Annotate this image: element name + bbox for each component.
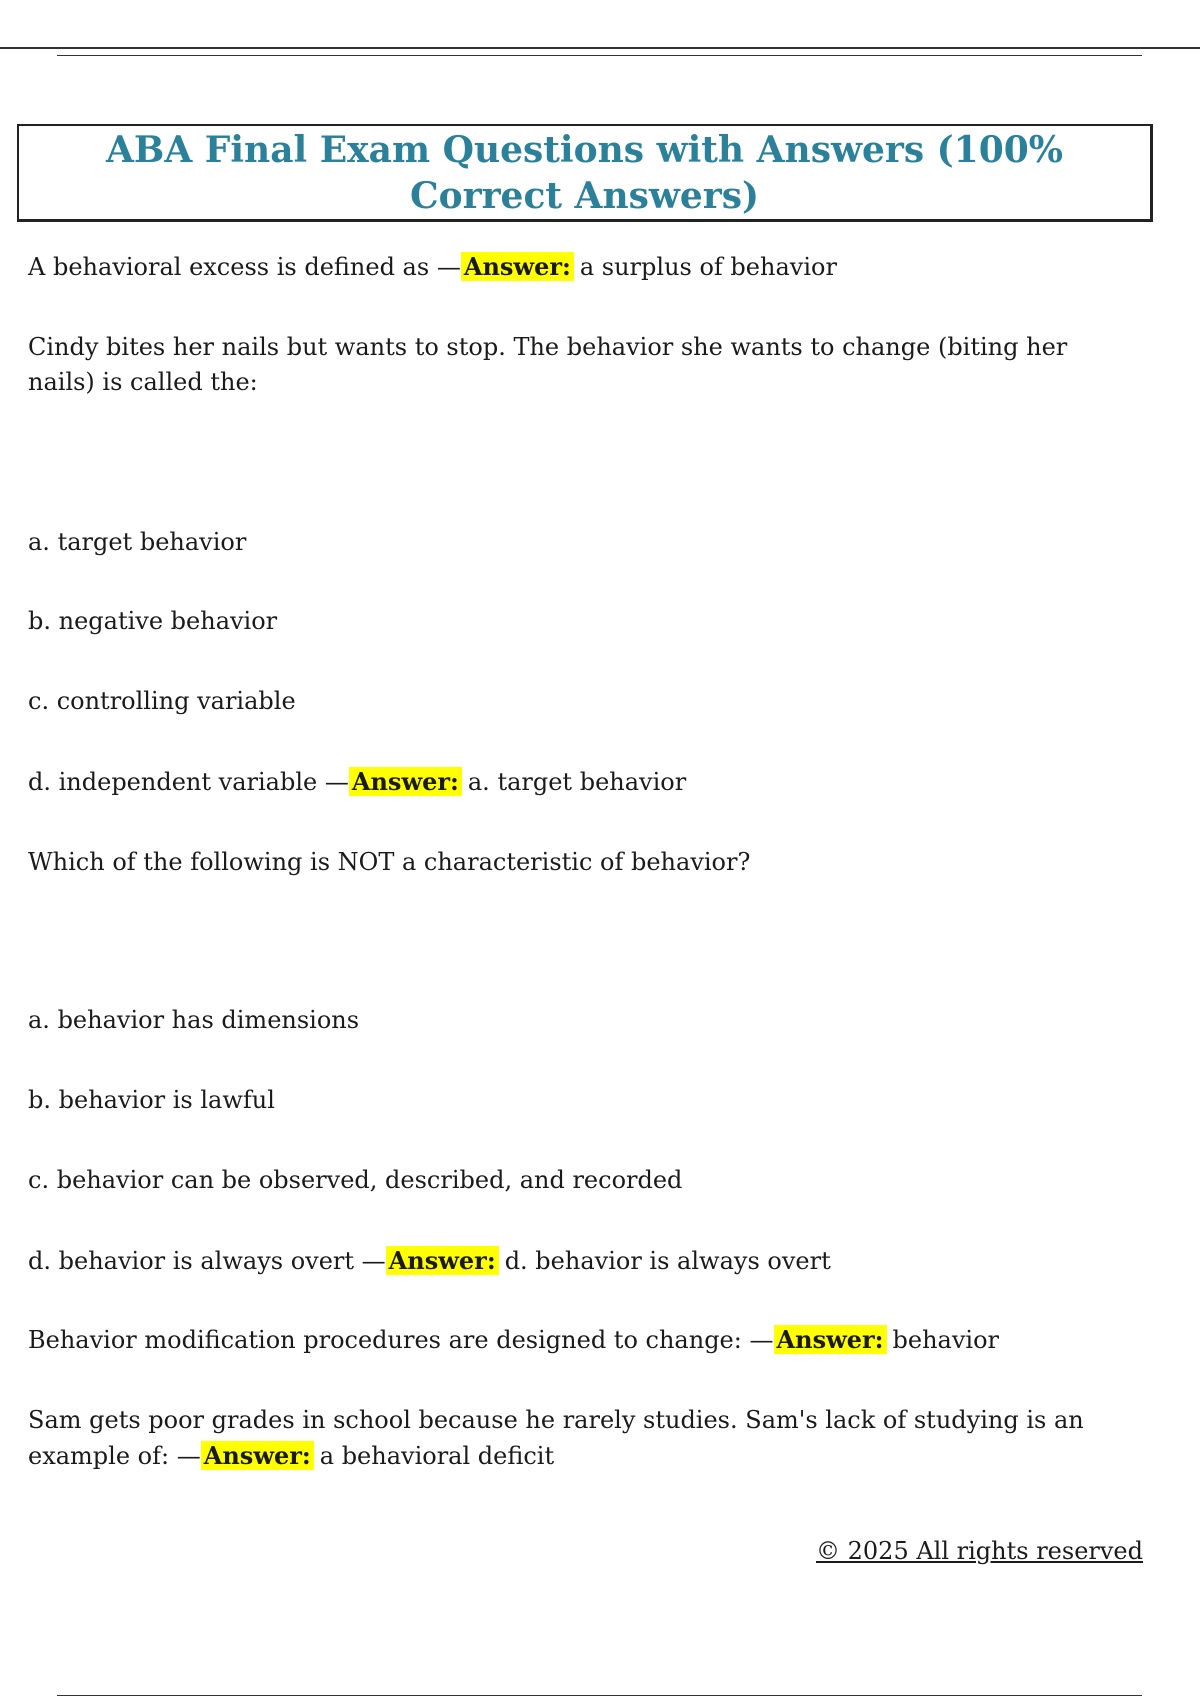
question-3-option-b: b. behavior is lawful: [28, 1086, 275, 1114]
question-3-answer: d. behavior is always overt: [504, 1247, 831, 1275]
question-3-option-d: [28, 1243, 1138, 1279]
question-1: [28, 249, 1138, 285]
top-inner-rule: [57, 55, 1142, 56]
title-box: [17, 124, 1153, 222]
answer-label: Answer:: [201, 1441, 314, 1470]
question-5-prompt: Sam gets poor grades in school because he rarely studies. Sam's lack of studying is an example of:: [28, 1406, 1084, 1470]
question-3-option-c: c. behavior can be observed, described, and recorded: [28, 1166, 683, 1194]
question-2-answer: a. target behavior: [467, 768, 687, 796]
answer-label: Answer:: [461, 252, 574, 281]
answer-label: Answer:: [774, 1325, 887, 1354]
question-2-option-b: b. negative behavior: [28, 607, 278, 635]
question-1-prompt: A behavioral excess is defined as: [28, 253, 430, 281]
answer-label: Answer:: [349, 767, 462, 796]
question-5: [28, 1403, 1138, 1474]
question-2-option-d: [28, 764, 1138, 800]
question-4-answer: behavior: [892, 1326, 1000, 1354]
answer-dash: —: [176, 1442, 201, 1470]
bottom-rule: [57, 1695, 1142, 1696]
question-2-option-c: c. controlling variable: [28, 687, 296, 715]
answer-dash: —: [749, 1326, 774, 1354]
question-4: [28, 1322, 1138, 1358]
question-1-answer: a surplus of behavior: [579, 253, 837, 281]
answer-dash: —: [436, 253, 461, 281]
answer-dash: —: [361, 1247, 386, 1275]
copyright-footer: © 2025 All rights reserved: [816, 1537, 1143, 1565]
top-rule: [0, 47, 1200, 49]
question-2-option-d-text: d. independent variable: [28, 768, 318, 796]
question-3-option-d-text: d. behavior is always overt: [28, 1247, 355, 1275]
page-title: ABA Final Exam Questions with Answers (100% Correct Answers): [105, 128, 1064, 217]
question-5-answer: a behavioral deficit: [319, 1442, 555, 1470]
question-3-option-a: a. behavior has dimensions: [28, 1006, 360, 1034]
answer-dash: —: [324, 768, 349, 796]
question-3-prompt: Which of the following is NOT a characteristic of behavior?: [28, 848, 751, 876]
question-4-prompt: Behavior modification procedures are designed to change:: [28, 1326, 742, 1354]
question-2-prompt: Cindy bites her nails but wants to stop. The behavior she wants to change (biting her nails) is called the:: [28, 333, 1068, 396]
question-2-option-a: a. target behavior: [28, 528, 247, 556]
answer-label: Answer:: [386, 1246, 499, 1275]
